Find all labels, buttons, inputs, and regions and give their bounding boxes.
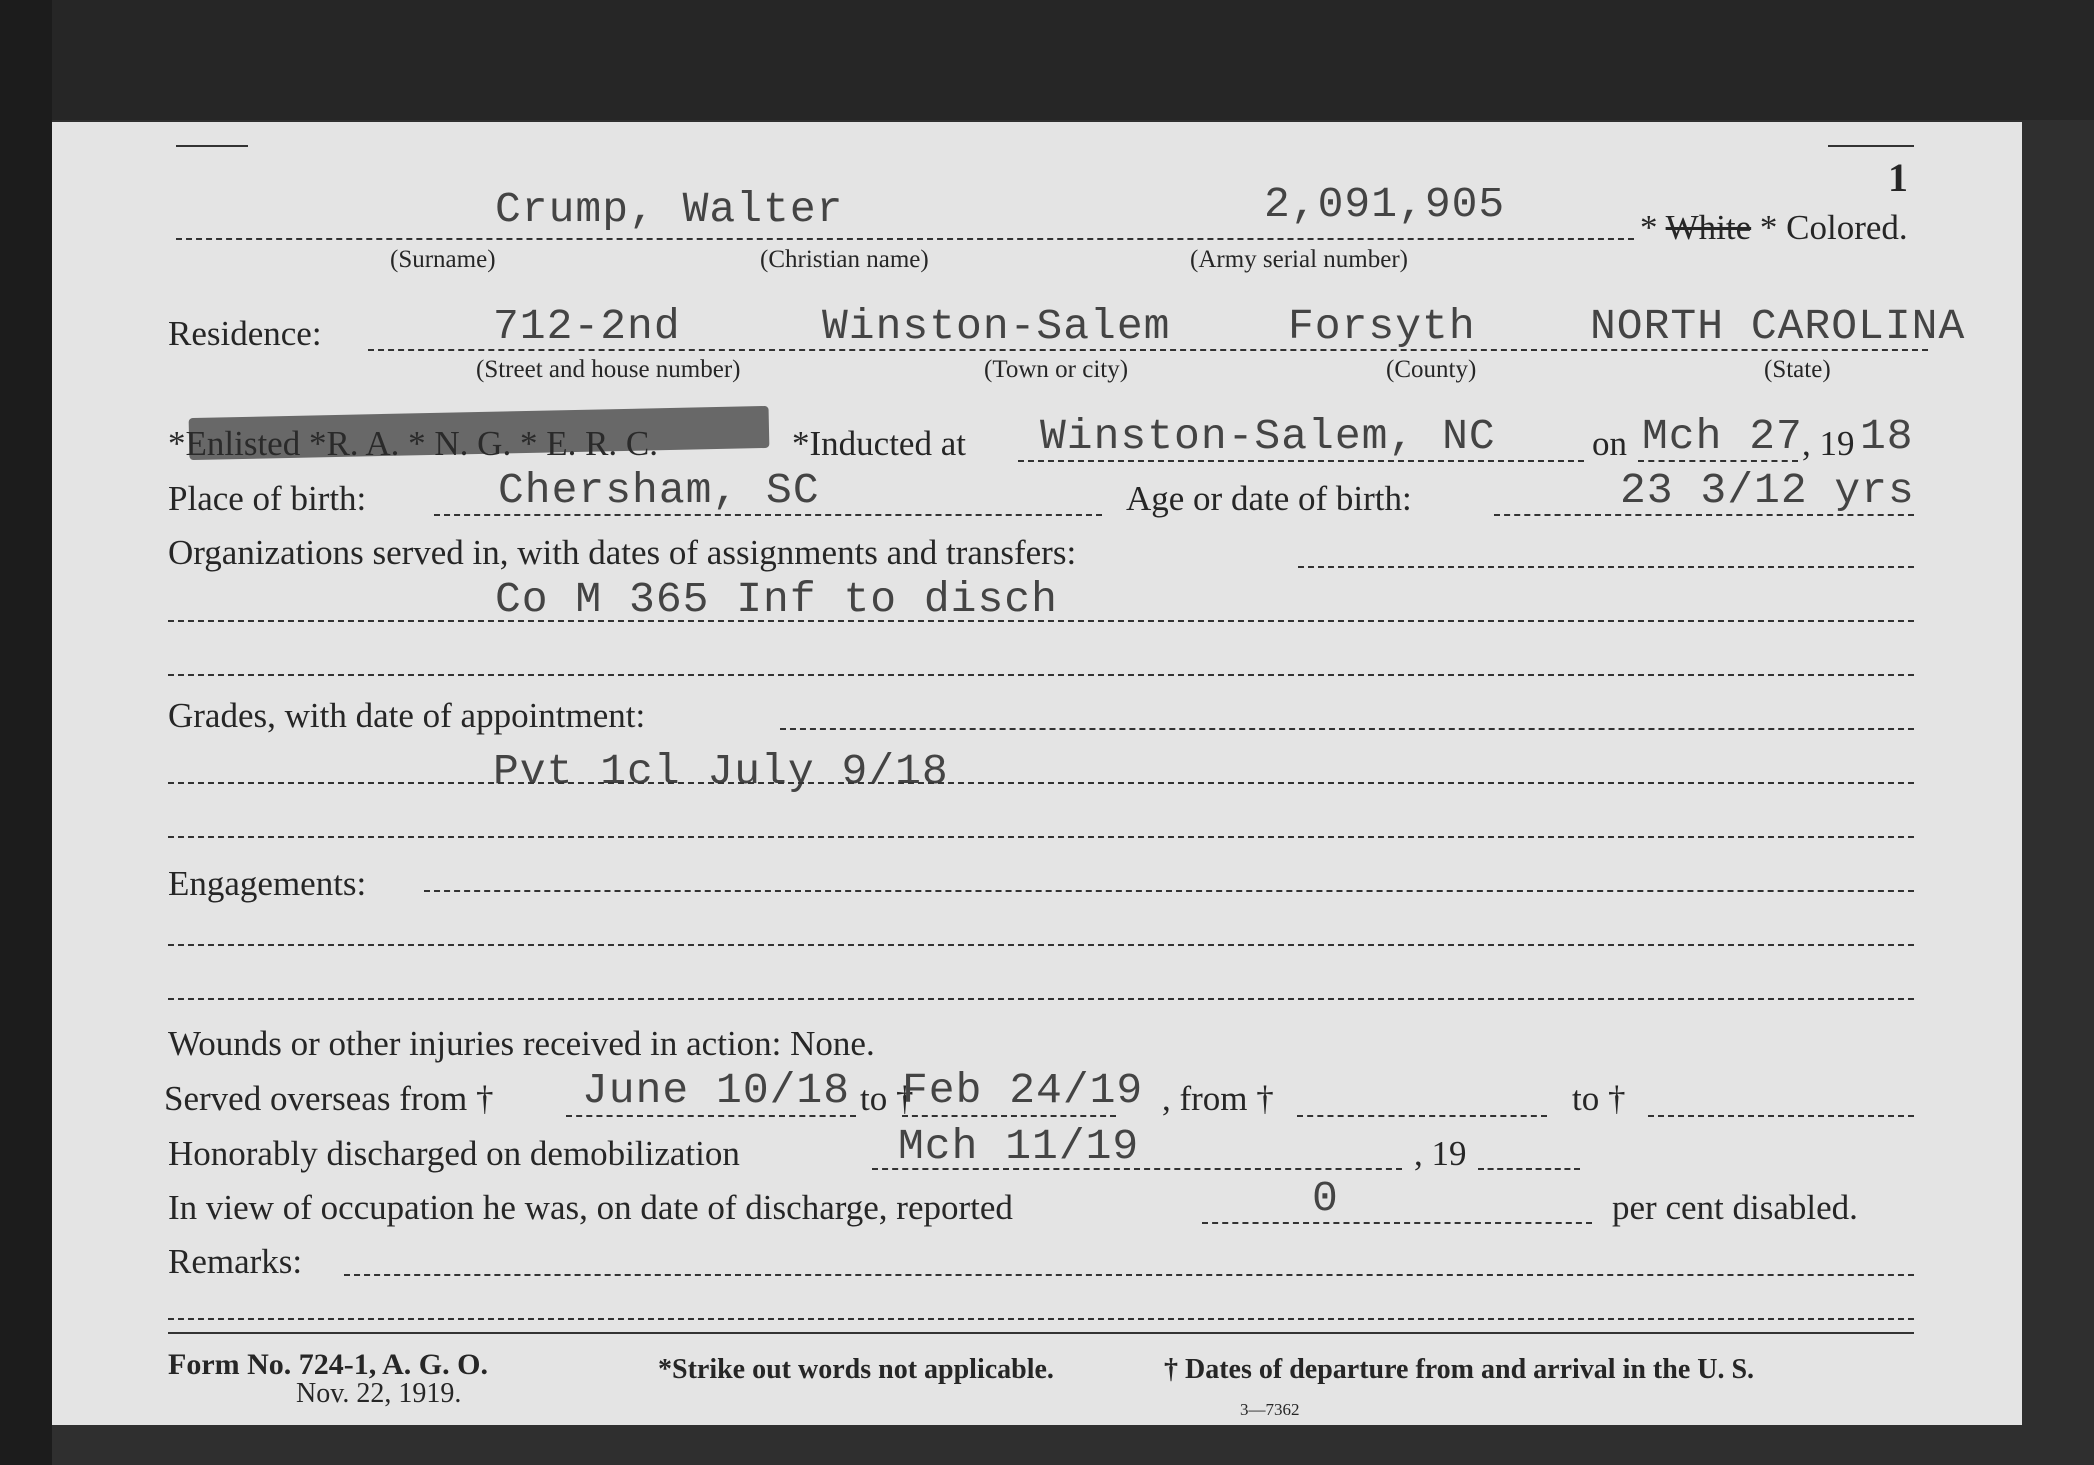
surname-caption: (Surname)	[390, 246, 496, 273]
overseas-from2-label: , from †	[1162, 1079, 1274, 1118]
inducted-line	[1018, 460, 1584, 462]
street-caption: (Street and house number)	[476, 356, 741, 383]
county-caption: (County)	[1386, 356, 1477, 383]
year-prefix: , 19	[1802, 424, 1855, 463]
remarks-line-1	[344, 1274, 1914, 1276]
disability-value: 0	[1312, 1174, 1339, 1223]
discharge-year-line	[1478, 1168, 1580, 1170]
residence-city: Winston-Salem	[822, 302, 1171, 351]
corner-mark-left	[176, 145, 248, 147]
inducted-label: *Inducted at	[792, 424, 966, 463]
residence-state: NORTH CAROLINA	[1590, 302, 1966, 351]
surname-value: Crump, Walter	[495, 185, 844, 234]
grades-line-3	[168, 836, 1914, 838]
city-caption: (Town or city)	[984, 356, 1129, 383]
engagements-line-3	[168, 998, 1914, 1000]
enlistment-options: *Enlisted *R. A. * N. G. * E. R. C.	[168, 424, 659, 463]
on-label: on	[1592, 424, 1627, 463]
discharge-date: Mch 11/19	[898, 1122, 1140, 1171]
remarks-label: Remarks:	[168, 1242, 303, 1281]
race-white-struck: White	[1665, 208, 1752, 247]
induction-date-line	[1638, 460, 1798, 462]
organizations-line-1	[1298, 566, 1914, 568]
grades-value: Pvt 1cl July 9/18	[493, 747, 949, 796]
overseas-to2-label: to †	[1572, 1079, 1626, 1118]
scan-background-left	[0, 0, 52, 1465]
state-caption: (State)	[1764, 356, 1831, 383]
corner-mark-right	[1828, 145, 1914, 147]
residence-line	[368, 349, 1928, 351]
christian-name-caption: (Christian name)	[760, 246, 929, 273]
overseas-to-line	[902, 1115, 1116, 1117]
age-label: Age or date of birth:	[1126, 479, 1412, 518]
discharge-year-label: , 19	[1414, 1134, 1467, 1173]
organizations-line-2	[168, 620, 1914, 622]
race-colored: * Colored.	[1759, 208, 1908, 247]
print-code: 3—7362	[1240, 1400, 1300, 1419]
overseas-from-line	[566, 1115, 856, 1117]
serial-number-value: 2,091,905	[1264, 180, 1506, 229]
footnote-dates: † Dates of departure from and arrival in the U. S.	[1164, 1354, 1755, 1385]
residence-county: Forsyth	[1288, 302, 1476, 351]
birth-place-value: Chersham, SC	[498, 466, 820, 515]
induction-date: Mch 27	[1642, 412, 1803, 461]
organizations-value: Co M 365 Inf to disch	[495, 575, 1058, 624]
overseas-to-label: to †	[860, 1079, 914, 1118]
grades-label: Grades, with date of appointment:	[168, 696, 646, 735]
organizations-line-3	[168, 674, 1914, 676]
overseas-to2-line	[1648, 1115, 1914, 1117]
induction-year: 18	[1860, 412, 1914, 461]
overseas-from-date: June 10/18	[582, 1066, 851, 1115]
overseas-to-date: Feb 24/19	[902, 1066, 1144, 1115]
wounds-label: Wounds or other injuries received in action: None.	[168, 1024, 875, 1063]
grades-line-2	[168, 782, 1914, 784]
footnote-strike: *Strike out words not applicable.	[658, 1354, 1054, 1385]
card-number: 1	[1888, 155, 1908, 200]
birth-place-label: Place of birth:	[168, 479, 367, 518]
discharge-line	[872, 1168, 1402, 1170]
overseas-label: Served overseas from †	[164, 1079, 494, 1118]
birth-place-line	[434, 514, 1102, 516]
race-options: * White * Colored.	[1640, 208, 1908, 247]
footer-rule	[168, 1332, 1914, 1334]
engagements-line-1	[424, 890, 1914, 892]
form-number: Form No. 724-1, A. G. O.	[168, 1348, 488, 1381]
form-date: Nov. 22, 1919.	[296, 1378, 462, 1409]
engagements-label: Engagements:	[168, 864, 367, 903]
age-value: 23 3/12 yrs	[1620, 466, 1915, 515]
name-line	[176, 238, 1634, 240]
residence-street: 712-2nd	[493, 302, 681, 351]
remarks-line-2	[168, 1318, 1914, 1320]
residence-label: Residence:	[168, 314, 322, 353]
disability-line	[1202, 1222, 1592, 1224]
disability-suffix: per cent disabled.	[1612, 1188, 1858, 1227]
organizations-label: Organizations served in, with dates of assignments and transfers:	[168, 533, 1077, 572]
service-record-card	[52, 122, 2022, 1425]
age-line	[1494, 514, 1914, 516]
grades-line-1	[780, 728, 1914, 730]
inducted-place: Winston-Salem, NC	[1040, 412, 1496, 461]
disability-label: In view of occupation he was, on date of discharge, reported	[168, 1188, 1013, 1227]
discharge-label: Honorably discharged on demobilization	[168, 1134, 740, 1173]
overseas-from2-line	[1297, 1115, 1547, 1117]
scan-background-top	[0, 0, 2094, 120]
serial-number-caption: (Army serial number)	[1190, 246, 1408, 273]
engagements-line-2	[168, 944, 1914, 946]
